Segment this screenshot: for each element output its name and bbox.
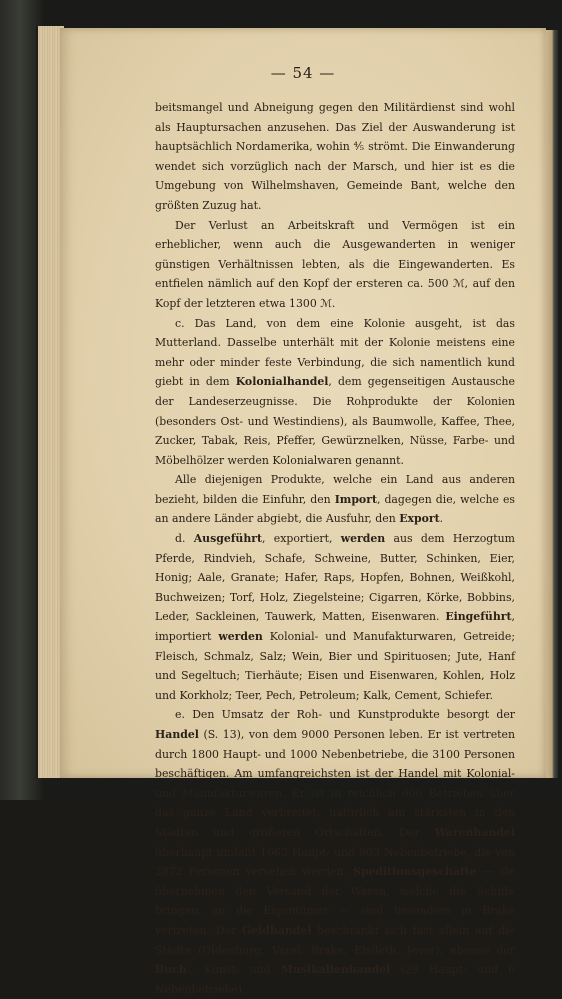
- term-speditionsgeschaefte: Speditionsgeschäfte: [353, 865, 477, 879]
- text-segment: , dagegen die, welche es an andere Länder abgiebt, die Ausfuhr, den: [155, 492, 516, 526]
- text-segment: überhaupt umfaßt 1663 Haupt- und 903 Nebenbetriebe, die von 2872 Personen versehen werden.: [155, 845, 515, 879]
- term-handel: Handel: [155, 728, 199, 741]
- term-eingefuehrt: Eingeführt: [445, 610, 512, 624]
- text-segment: Kolonial- und Manufakturwaren, Getreide; Fleisch, Schmalz, Salz; Wein, Bier und Spirituosen; Jute, Hanf und Segeltuch; Tierhäute; Eisen und Eisenwaren, Kohlen, Holz und Korkholz; Teer, Pech, Petroleum; Kalk, Cement, Schiefer.: [155, 630, 515, 702]
- text-segment: (29 Haupt- und 6 Nebenbetriebe).: [155, 963, 515, 996]
- term-import: Import: [334, 492, 377, 506]
- text-segment: -, Kunst- und: [186, 963, 281, 977]
- text-segment: , importiert: [155, 610, 515, 644]
- term-geldhandel: Geldhandel: [241, 923, 312, 937]
- page-edge-right: [546, 30, 558, 778]
- term-export: Export: [399, 512, 440, 526]
- text-segment: e. Den Umsatz der Roh- und Kunstprodukte besorgt der: [175, 708, 515, 722]
- term-buch: Buch: [155, 963, 187, 977]
- paragraph-emigration-causes: [155, 98, 515, 216]
- paragraph-loss: [155, 216, 515, 314]
- paragraph-import-export: [155, 470, 515, 529]
- text-segment: , dem gegenseitigen Austausche der Landeserzeugnisse. Die Rohprodukte der Kolonien (besonders Ost- und Westindiens), als Baumwolle, Kaffee, Thee, Zucker, Tabak, Reis, Pfeffer, Gewürznelken, Nüsse, Farbe- und Möbelhölzer werden Kolonialwaren genannt.: [155, 375, 515, 467]
- text-segment: c. Das Land, von dem eine Kolonie ausgeht, ist das Mutterland. Dasselbe unterhält mit der Kolonie meistens eine mehr oder minder feste Verbindung, die sich namentlich kund giebt in dem: [155, 316, 515, 389]
- term-werden: werden: [218, 630, 263, 644]
- term-warenhandel: Warenhandel: [434, 825, 515, 839]
- paragraph-text: Der Verlust an Arbeitskraft und Vermögen ist ein erheblicher, wenn auch die Ausgewanderten in weniger günstigen Verhältnissen lebten, als die Eingewanderten. Es entfielen nämlich auf den Kopf der ersteren ca. 500 ℳ, auf den Kopf der letzteren etwa 1300 ℳ.: [155, 218, 515, 310]
- body-text: [155, 98, 515, 999]
- paragraph-colonial-trade: [155, 314, 515, 471]
- text-segment: d.: [175, 532, 194, 546]
- term-werden: werden: [340, 532, 386, 546]
- text-segment: — sie übernehmen den Versand der Waren, welche die Schiffe bringen, an die Eigentümer — sind besonders in Brake vertreten. Der: [155, 865, 515, 937]
- paragraph-text: beitsmangel und Abneigung gegen den Militärdienst sind wohl als Hauptursachen anzusehen. Das Ziel der Auswanderung ist hauptsächlich Nordamerika, wohin ⅘ strömt. Die Einwanderung wendet sich vorzüglich nach der Marsch, und hier ist es die Umgebung von Wilhelmshaven, Gemeinde Bant, welche den größten Zuzug hat.: [155, 101, 515, 212]
- paragraph-exports-imports: [155, 529, 515, 705]
- term-ausgefuehrt: Ausgeführt: [193, 532, 263, 546]
- text-segment: .: [439, 512, 444, 526]
- page-number: — 54 —: [270, 64, 336, 82]
- text-segment: , exportiert,: [262, 532, 341, 546]
- text-segment: aus dem Herzogtum Pferde, Rindvieh, Schafe, Schweine, Butter, Schinken, Eier, Honig; Aale, Granate; Hafer, Raps, Hopfen, Bohnen, Weißkohl, Buchweizen; Torf, Holz, Ziegelsteine; Cigarren, Körke, Bobbins, Leder, Sackleinen, Tauwerk, Matten, Eisenwaren.: [155, 532, 515, 624]
- term-musikalienhandel: Musikalienhandel: [280, 963, 391, 977]
- text-segment: (S. 13), von dem 9000 Personen leben. Er ist vertreten durch 1800 Haupt- und 1000 Nebenbetriebe, die 3100 Personen beschäftigen. Am umfangreichsten ist der Handel mit Kolonial- und Manufakturwaren. Er ist in reichlich 900 Betrieben über das ganze Land verbreitet, natürlich am stärksten in den Städten und größeren Ortschaften. Der: [155, 728, 515, 839]
- text-segment: beschränkt sich fast allein auf die Städte (Oldenburg, Varel, Brake, Elsfleth, Jever), ebenso der: [155, 923, 516, 957]
- text-segment: Alle diejenigen Produkte, welche ein Land aus anderen bezieht, bilden die Einfuhr, den: [155, 473, 515, 506]
- term-kolonialhandel: Kolonialhandel: [235, 375, 329, 389]
- paragraph-trade: [155, 705, 515, 999]
